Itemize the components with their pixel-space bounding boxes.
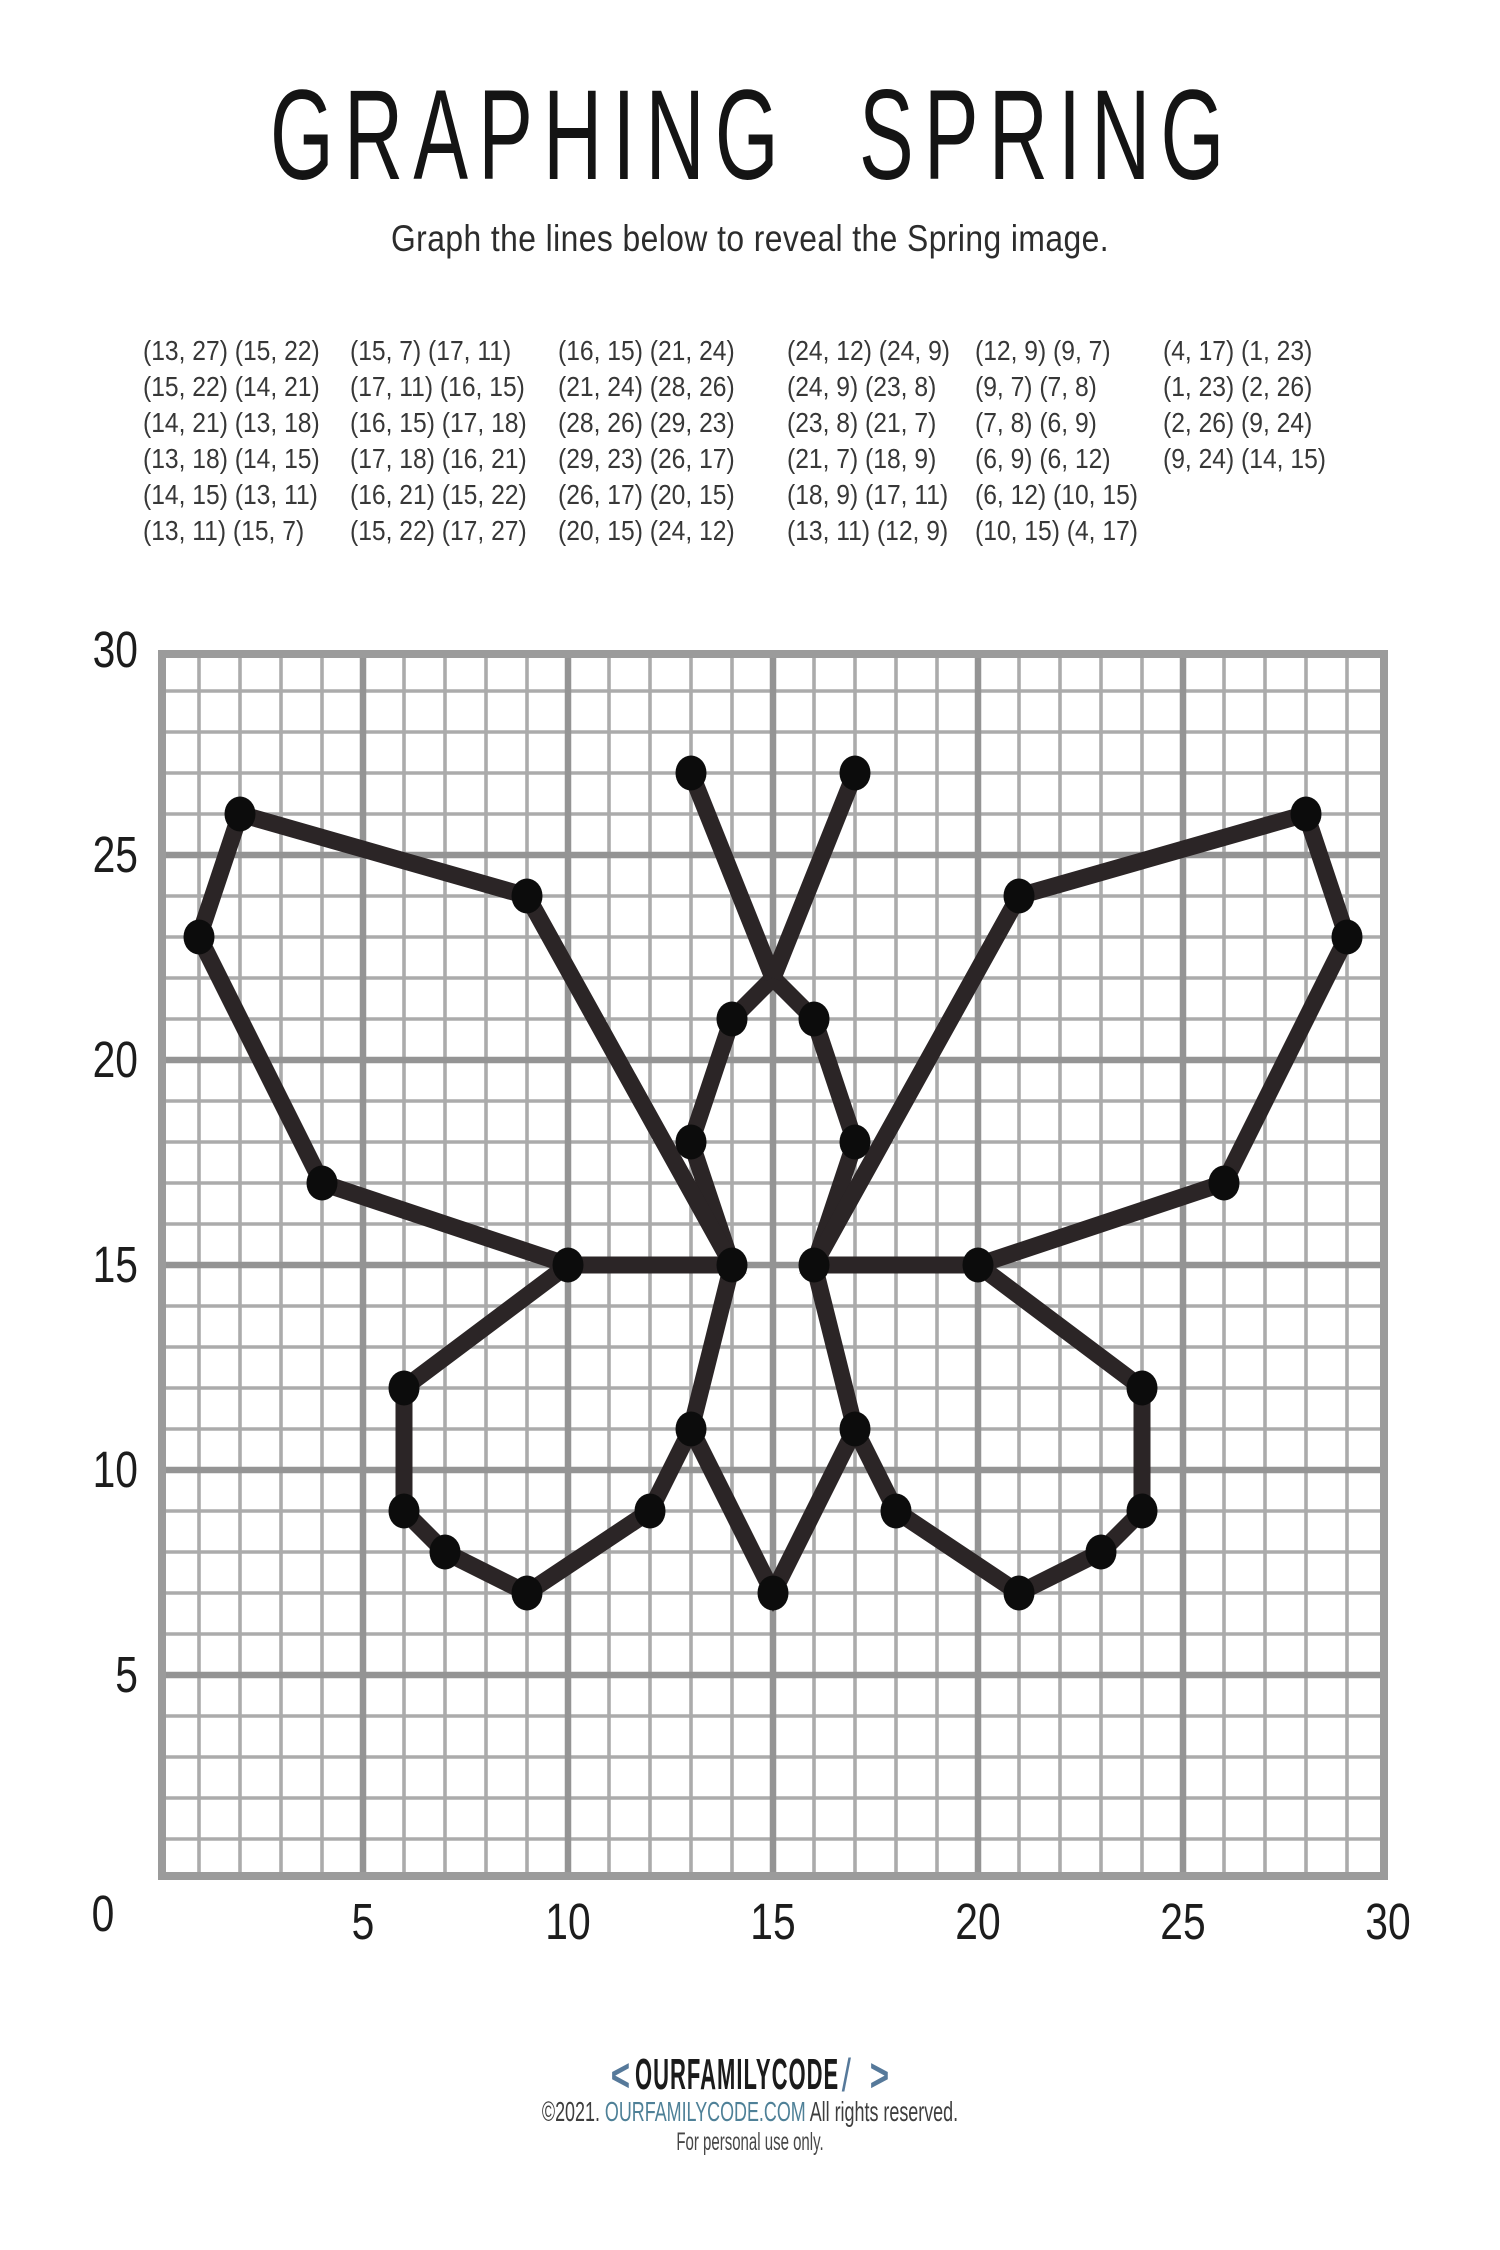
vertex-dot: [799, 1248, 830, 1283]
vertex-dot: [840, 1412, 871, 1447]
footer-logo: [0, 2048, 1500, 2102]
coordinate-pair: (15, 7) (17, 11): [350, 335, 512, 366]
vertex-dot: [512, 1576, 543, 1611]
x-axis-label: 10: [545, 1893, 591, 1950]
butterfly-path-wing-right-upper: [814, 814, 1347, 1265]
coordinate-pair: (29, 23) (26, 17): [558, 443, 735, 474]
vertex-dot: [676, 1125, 707, 1160]
coordinate-column: [558, 333, 735, 549]
vertex-dot: [1127, 1494, 1158, 1529]
coordinate-pair: (13, 27) (15, 22): [143, 335, 320, 366]
y-axis-label: 5: [115, 1646, 138, 1703]
coordinate-pair: (6, 9) (6, 12): [975, 443, 1111, 474]
vertex-dot: [963, 1248, 994, 1283]
coordinate-pair: (18, 9) (17, 11): [787, 479, 949, 510]
coordinate-pair: (12, 9) (9, 7): [975, 335, 1111, 366]
coordinate-pair: (13, 11) (15, 7): [143, 515, 305, 546]
coordinate-pair: (24, 9) (23, 8): [787, 371, 937, 402]
personal-use-note: For personal use only.: [676, 2128, 824, 2156]
coordinate-pair: (26, 17) (20, 15): [558, 479, 735, 510]
vertex-dot: [1086, 1535, 1117, 1570]
coordinate-column: [787, 333, 950, 549]
vertex-dot: [1004, 1576, 1035, 1611]
vertex-dot: [184, 920, 215, 955]
logo-brand: OURFAMILYCODE: [634, 2050, 839, 2099]
page-subtitle: Graph the lines below to reveal the Spring image.: [391, 218, 1109, 259]
coordinate-column: [143, 333, 320, 549]
copyright-prefix: ©2021.: [541, 2096, 605, 2127]
coordinate-pair: (17, 18) (16, 21): [350, 443, 527, 474]
coordinate-pair: (9, 24) (14, 15): [1163, 443, 1326, 474]
coordinate-pair: (1, 23) (2, 26): [1163, 371, 1313, 402]
logo-slash-icon: /: [841, 2049, 851, 2101]
coordinate-column: [975, 333, 1138, 549]
coordinate-pair: (6, 12) (10, 15): [975, 479, 1138, 510]
logo-left-bracket-icon: <: [610, 2049, 630, 2101]
vertex-dot: [717, 1002, 748, 1037]
x-axis-label: 5: [351, 1893, 375, 1950]
vertex-dot: [389, 1371, 420, 1406]
coordinate-pair: (9, 7) (7, 8): [975, 371, 1097, 402]
vertex-dot: [1209, 1166, 1240, 1201]
vertex-dot: [717, 1248, 748, 1283]
coordinate-column: [350, 333, 527, 549]
vertex-dot: [389, 1494, 420, 1529]
coordinate-pair: (4, 17) (1, 23): [1163, 335, 1313, 366]
coordinate-pair: (24, 12) (24, 9): [787, 335, 950, 366]
coordinate-pair: (21, 7) (18, 9): [787, 443, 937, 474]
coordinate-pair: (2, 26) (9, 24): [1163, 407, 1313, 438]
vertex-dot: [307, 1166, 338, 1201]
x-axis-label: 15: [750, 1893, 796, 1950]
vertex-dot: [635, 1494, 666, 1529]
vertex-dot: [799, 1002, 830, 1037]
vertex-dot: [553, 1248, 584, 1283]
coordinate-pair: (14, 21) (13, 18): [143, 407, 320, 438]
vertex-dot: [1332, 920, 1363, 955]
vertex-dot: [225, 797, 256, 832]
vertex-dot: [758, 1576, 789, 1611]
coordinate-pair: (13, 18) (14, 15): [143, 443, 320, 474]
vertex-dot: [840, 756, 871, 791]
page-title: GRAPHING SPRING: [270, 64, 1235, 207]
vertex-dot: [676, 1412, 707, 1447]
vertex-dot: [881, 1494, 912, 1529]
coordinate-pair: (28, 26) (29, 23): [558, 407, 735, 438]
origin-label: 0: [91, 1885, 115, 1942]
coordinate-pair: (16, 15) (21, 24): [558, 335, 735, 366]
vertex-dot: [1291, 797, 1322, 832]
y-axis-label: 25: [92, 826, 138, 883]
grid-svg: [158, 650, 1388, 1880]
butterfly-path-wing-left-upper: [199, 814, 732, 1265]
coordinate-pair: (17, 11) (16, 15): [350, 371, 525, 402]
coordinate-pair: (16, 21) (15, 22): [350, 479, 527, 510]
coordinate-pair: (15, 22) (17, 27): [350, 515, 527, 546]
coordinate-pair: (14, 15) (13, 11): [143, 479, 318, 510]
x-axis-label: 20: [955, 1893, 1001, 1950]
y-axis-label: 10: [92, 1441, 138, 1498]
y-axis-label: 15: [92, 1236, 138, 1293]
copyright-line: [270, 2096, 1230, 2128]
copyright-link[interactable]: OURFAMILYCODE.COM: [604, 2096, 806, 2127]
coordinate-pair: (13, 11) (12, 9): [787, 515, 949, 546]
vertex-dot: [1004, 879, 1035, 914]
vertex-dot: [676, 756, 707, 791]
coordinate-pair: (15, 22) (14, 21): [143, 371, 320, 402]
logo-right-bracket-icon: >: [870, 2049, 890, 2101]
y-axis-label: 30: [92, 621, 138, 678]
vertex-dot: [840, 1125, 871, 1160]
vertex-dot: [512, 879, 543, 914]
y-axis-label: 20: [92, 1031, 138, 1088]
vertex-dot: [1127, 1371, 1158, 1406]
vertex-dot: [430, 1535, 461, 1570]
x-axis-label: 30: [1365, 1893, 1411, 1950]
coordinate-pair: (7, 8) (6, 9): [975, 407, 1097, 438]
coordinate-pair: (16, 15) (17, 18): [350, 407, 527, 438]
coordinate-pair: (21, 24) (28, 26): [558, 371, 735, 402]
coordinate-pair: (20, 15) (24, 12): [558, 515, 735, 546]
copyright-suffix: All rights reserved.: [805, 2096, 959, 2127]
coordinate-pair: (23, 8) (21, 7): [787, 407, 937, 438]
x-axis-label: 25: [1160, 1893, 1206, 1950]
coordinate-column: [1163, 333, 1326, 477]
coordinate-pair: (10, 15) (4, 17): [975, 515, 1138, 546]
